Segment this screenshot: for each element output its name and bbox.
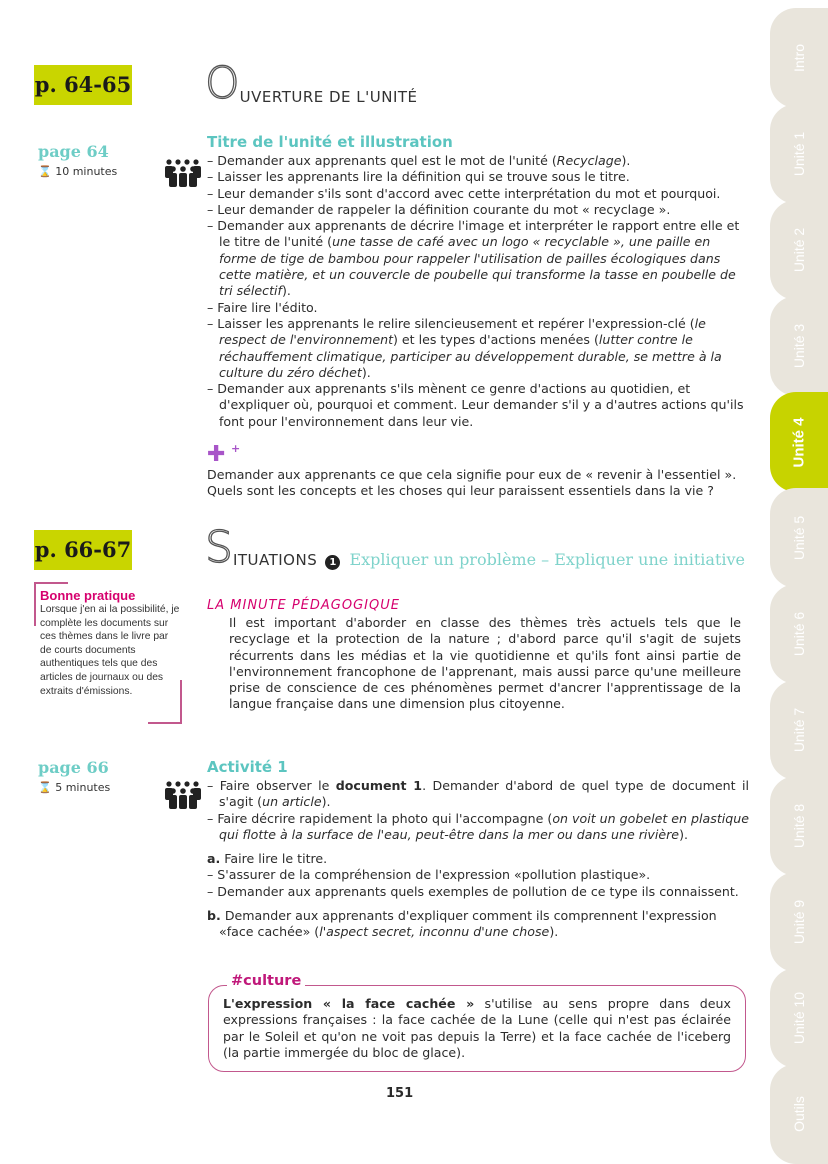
tab-unit-2[interactable] [770,200,828,300]
list-item [207,851,749,867]
list-item [207,884,749,900]
tab-outils[interactable] [770,1064,828,1164]
text-segment: . Demander d'abord de quel type de document il s'agit ( [219,778,749,810]
text-segment: un article [262,794,322,810]
bonne-pratique-text: Lorsque j'en ai la possibilité, je complète les documents sur ces thèmes dans le livre par de courts documents authentiques tels que des articles de journaux ou des extraits d'émissions. [40,604,180,697]
text-segment: ). [679,826,688,842]
tab-label: Unité 2 [790,227,807,273]
text-segment: le respect de l'environnement [219,315,706,348]
extension-activity: Demander aux apprenants ce que cela signifie pour eux de « revenir à l'essentiel ». Quels sont les concepts et les choses qui leur paraissent essentiels dans la vie ? [207,467,737,499]
list-item [207,811,749,844]
text-segment: – Laisser les apprenants le relire silencieusement et repérer l'expression-clé ( [207,315,695,331]
list-item [207,169,749,185]
duration-text: 5 minutes [55,781,111,794]
text-segment: une tasse de café avec un logo « recyclable », une paille en forme de tige de bambou pour rappeler l'utilisation de pailles écologiques dans cette matière, et un couvercle de poubelle qui transforme la tasse en poubelle de tri sélectif [219,234,736,299]
section-title-2 [205,522,745,573]
section-title-text: ITUATIONS [232,551,318,569]
tab-intro[interactable] [770,8,828,108]
culture-bold: L'expression « la face cachée » [223,996,475,1011]
list-item [207,218,749,299]
text-segment: ) et les types d'actions menées ( [393,332,599,348]
page-range-badge-2: p. 66-67 [34,530,132,570]
group-work-icon [163,158,203,188]
text-segment: – S'assurer de la compréhension de l'expression «pollution plastique». [207,867,651,883]
list-item [207,908,749,941]
text-segment: – Faire lire l'édito. [207,299,318,315]
bonne-pratique-box [34,582,182,724]
page-info-2 [38,758,110,794]
tab-unit-7[interactable] [770,680,828,780]
instruction-list-a [207,851,749,900]
culture-body: s'utilise au sens propre dans deux expressions françaises : la face cachée de la Lune (celle qui n'est pas éclairée par le Soleil et qu'on ne voit pas depuis la Terre) et la face cachée de l'iceberg (la partie immergée du bloc de glace). [223,996,731,1060]
culture-box [208,973,746,1072]
text-segment: ). [321,794,331,810]
culture-text [209,986,745,1061]
text-segment: – Demander aux apprenants quel est le mot de l'unité ( [207,153,557,168]
tab-label: Unité 8 [790,803,807,849]
tab-label: Unité 9 [790,899,807,945]
tab-label: Unité 6 [790,611,807,657]
text-segment: ). [281,283,291,299]
tab-unit-4[interactable] [770,392,828,492]
section-title [205,58,418,109]
subheading: Activité 1 [207,758,288,776]
text-segment: b. [207,908,221,924]
tab-unit-3[interactable] [770,296,828,396]
bonne-pratique-title: Bonne pratique [40,588,136,603]
list-item [207,316,749,381]
text-segment: ). [549,924,559,940]
duration [38,165,117,178]
text-segment: a. [207,851,221,867]
text-segment: Demander aux apprenants d'expliquer comment ils comprennent l'expression «face cachée» ( [219,908,717,940]
tab-label: Unité 7 [790,707,807,753]
tab-unit-6[interactable] [770,584,828,684]
minute-title: LA MINUTE PÉDAGOGIQUE [207,598,400,613]
list-item [207,202,749,218]
tab-label: Intro [790,43,807,73]
tab-label: Unité 1 [790,131,807,177]
instruction-list-b [207,908,749,941]
tab-unit-8[interactable] [770,776,828,876]
section-title-text: UVERTURE DE L'UNITÉ [239,88,418,106]
text-segment: – Laisser les apprenants lire la définition qui se trouve sous le titre. [207,169,630,185]
tab-label: Outils [790,1096,807,1132]
hourglass-icon: ⌛ [38,781,52,794]
section-initial: S [205,522,233,573]
text-segment: Recyclage [556,153,622,168]
tab-unit-9[interactable] [770,872,828,972]
text-segment: lutter contre le réchauffement climatique, participer au développement durable, se mettre à la culture du zéro déchet [219,332,722,380]
text-segment: – Faire observer le [207,778,336,793]
plus-icon: ✚ + [207,442,241,468]
page-label: page 64 [38,142,109,161]
section-1-content [207,133,749,500]
duration [38,781,110,794]
tab-unit-1[interactable] [770,104,828,204]
activity-1 [207,758,749,941]
text-segment: on voit un gobelet en plastique qui flotte à la surface de l'eau, peut-être dans la mer ou dans une rivière [219,810,749,842]
number-badge: 1 [325,555,340,570]
list-item [207,153,749,169]
page-range-badge: p. 64-65 [34,65,132,105]
duration-text: 10 minutes [55,165,118,178]
section-subtitle: Expliquer un problème – Expliquer une initiative [349,550,745,569]
list-item [207,381,749,430]
list-item [207,300,749,316]
text-segment: – Leur demander s'ils sont d'accord avec cette interprétation du mot et pourquoi. [207,185,721,201]
text-segment: document 1 [335,778,423,793]
tab-unit-10[interactable] [770,968,828,1068]
tab-label: Unité 10 [791,991,807,1045]
list-item [207,186,749,202]
minute-text: Il est important d'aborder en classe des thèmes très actuels tels que le recyclage et la protection de la nature ; d'abord parce qu'il s'agit de sujets récurrents dans les médias et la vie quotidienne et qu'ils font ainsi partie de l'environnement francophone de l'apprenant, mais aussi parce qu'une meilleure prise de conscience de ces phénomènes permet d'ancrer l'apprentissage de la langue française dans une dimension plus citoyenne. [229,615,741,712]
minute-pedagogique [207,598,749,713]
text-segment: Faire lire le titre. [220,851,328,867]
text-segment: – Leur demander de rappeler la définition courante du mot « recyclage ». [207,201,671,217]
tab-unit-5[interactable] [770,488,828,588]
text-segment: – Demander aux apprenants de décrire l'image et interpréter le rapport entre elle et le titre de l'unité ( [207,218,740,250]
list-item [207,778,749,811]
subheading: Titre de l'unité et illustration [207,133,453,151]
page-info [38,142,117,178]
group-work-icon [163,780,203,810]
instruction-list [207,778,749,843]
text-segment: – Faire décrire rapidement la photo qui l'accompagne ( [207,810,553,826]
tab-label: Unité 5 [790,515,807,561]
instruction-list [207,153,749,430]
text-segment: ). [361,364,371,380]
text-segment: – Demander aux apprenants s'ils mènent ce genre d'actions au quotidien, et d'expliquer où, pourquoi et comment. Leur demander s'il y a d'autres actions qu'ils font pour l'environnement dans leur vie. [207,381,744,429]
list-item [207,867,749,883]
section-initial: O [205,58,240,109]
page-number: 151 [386,1086,414,1101]
tab-label: Unité 3 [790,323,807,369]
text-segment: l'aspect secret, inconnu d'une chose [319,924,550,940]
page-label: page 66 [38,758,109,777]
culture-title: #culture [227,973,305,989]
text-segment: – Demander aux apprenants quels exemples de pollution de ce type ils connaissent. [207,883,739,899]
tab-label: Unité 4 [790,416,808,468]
hourglass-icon: ⌛ [38,165,52,178]
text-segment: ). [621,153,631,168]
